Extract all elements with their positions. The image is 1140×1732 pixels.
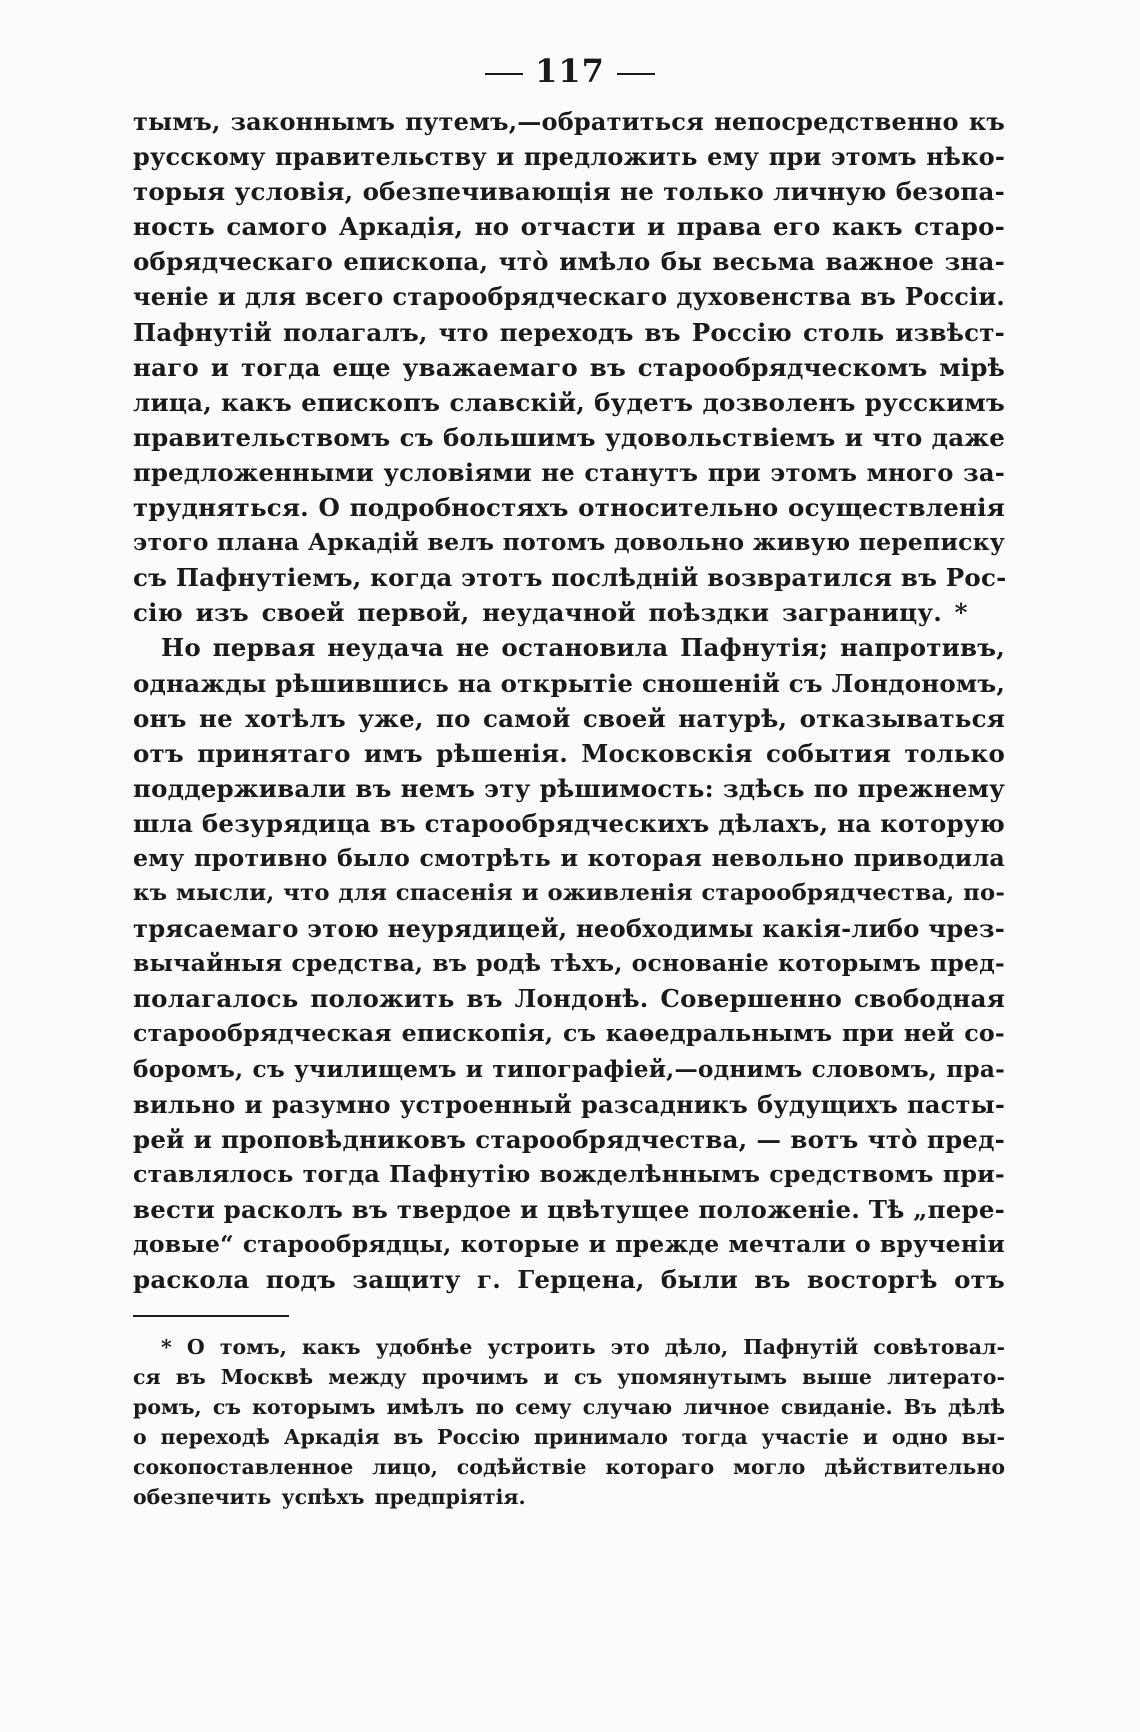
body-line: правительствомъ съ большимъ удовольствіемъ и что даже: [133, 422, 1005, 452]
body-line: русскому правительству и предложить ему при этомъ нѣко-: [133, 142, 1005, 172]
body-line: вильно и разумно устроенный разсадникъ будущихъ пасты-: [133, 1089, 1005, 1119]
body-line: лица, какъ епископъ славскій, будетъ дозволенъ русскимъ: [133, 387, 1005, 417]
body-line: торыя условія, обезпечивающія не только личную безопа-: [133, 177, 1005, 207]
body-line: трясаемаго этою неурядицей, необходимы какія-либо чрез-: [133, 914, 1005, 944]
body-line: довые“ старообрядцы, которые и прежде мечтали о врученіи: [133, 1230, 1005, 1258]
body-text: [133, 104, 1005, 1297]
body-line: отъ принятаго имъ рѣшенія. Московскія события только: [133, 738, 1005, 768]
body-line: ставлялось тогда Пафнутію вожделѣннымъ средствомъ при-: [133, 1159, 1005, 1188]
body-line: раскола подъ защиту г. Герцена, были въ восторгѣ отъ: [133, 1265, 1005, 1295]
body-line: съ Пафнутіемъ, когда этотъ послѣдній возвратился въ Рос-: [133, 563, 1007, 593]
body-line: тымъ, законнымъ путемъ,—обратиться непосредственно къ: [133, 107, 1005, 136]
footnote-line: о переходѣ Аркадія въ Россію принимало тогда участіе и одно вы-: [133, 1425, 1005, 1449]
page-number-dash-left: [485, 73, 523, 75]
body-line: боромъ, съ училищемъ и типографіей,—однимъ словомъ, пра-: [133, 1055, 1005, 1083]
footnote-line: сокопоставленное лицо, содѣйствіе котораго могло дѣйствительно: [133, 1455, 1005, 1479]
body-line: рей и проповѣдниковъ старообрядчества, — вотъ что̀ пред-: [133, 1124, 1005, 1154]
body-line: предложенными условіями не станутъ при этомъ много за-: [133, 457, 1005, 487]
body-line: трудняться. О подробностяхъ относительно осуществленія: [133, 493, 1005, 523]
body-line: этого плана Аркадій велъ потомъ довольно живую переписку: [133, 528, 1005, 557]
body-line: онъ не хотѣлъ уже, по самой своей натурѣ, отказываться: [133, 703, 1005, 733]
body-line: обрядческаго епископа, что̀ имѣло бы весьма важное зна-: [133, 247, 1005, 277]
footnote-line-end: обезпечить успѣхъ предпріятія.: [133, 1485, 526, 1509]
body-line: однажды рѣшившись на открытіе сношеній съ Лондономъ,: [133, 668, 1006, 698]
body-line-paragraph-end: сію изъ своей первой, неудачной поѣздки заграницу. *: [133, 598, 968, 628]
body-line: ность самого Аркадія, но отчасти и права его какъ старо-: [133, 212, 1005, 242]
body-line: ченіе и для всего старообрядческаго духовенства въ Россіи.: [133, 282, 1005, 312]
footnote-line: ромъ, съ которымъ имѣлъ по сему случаю личное свиданіе. Въ дѣлѣ: [133, 1395, 1005, 1419]
page-number-value: 117: [535, 52, 605, 90]
body-line-paragraph-start: Но первая неудача не остановила Пафнутія; напротивъ,: [161, 633, 1005, 663]
body-line: поддерживали въ немъ эту рѣшимость: здѣсь по прежнему: [133, 773, 1005, 803]
page-number: [0, 52, 1140, 90]
body-line: Пафнутій полагалъ, что переходъ въ Россію столь извѣст-: [133, 317, 1005, 347]
body-line: вычайныя средства, въ родѣ тѣхъ, основаніе которымъ пред-: [133, 949, 1005, 978]
footnote-line: * О томъ, какъ удобнѣе устроить это дѣло, Пафнутій совѣтовал-: [161, 1335, 1005, 1359]
footnote: [133, 1332, 1005, 1512]
footnote-divider: [133, 1315, 289, 1317]
page-number-dash-right: [617, 73, 655, 75]
body-line: полагалось положить въ Лондонѣ. Совершенно свободная: [133, 984, 1005, 1014]
body-line: шла безурядица въ старообрядческихъ дѣлахъ, на которую: [133, 808, 1005, 838]
footnote-line: ся въ Москвѣ между прочимъ и съ упомянутымъ выше литерато-: [133, 1365, 1005, 1389]
body-line: къ мысли, что для спасенія и оживленія старообрядчества, по-: [133, 880, 1005, 907]
body-line: вести расколъ въ твердое и цвѣтущее положеніе. Тѣ „пере-: [133, 1194, 1005, 1224]
body-line: старообрядческая епископія, съ каѳедральнымъ при ней со-: [133, 1019, 1005, 1048]
body-line: наго и тогда еще уважаемаго въ старообрядческомъ мірѣ: [133, 352, 1005, 382]
body-line: ему противно было смотрѣть и которая невольно приводила: [133, 843, 1005, 872]
